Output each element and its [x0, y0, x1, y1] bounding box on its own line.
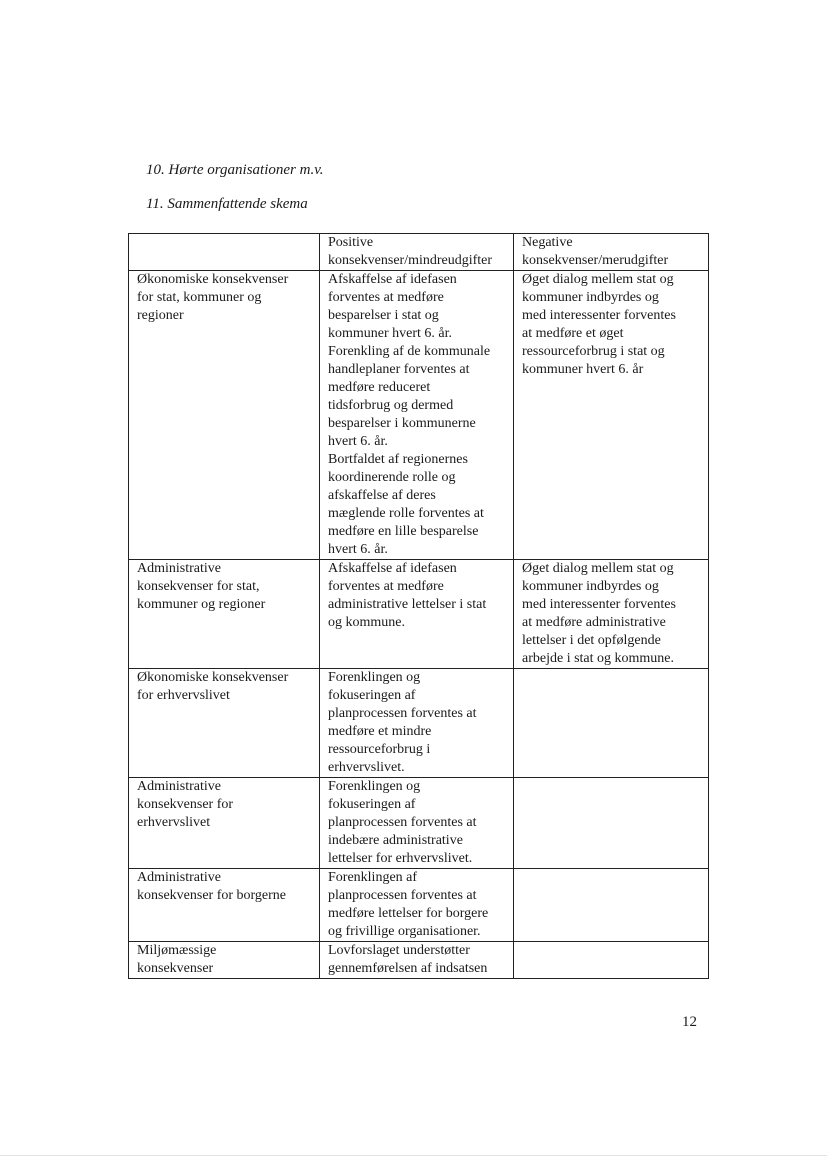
header-cell-negative: Negative konsekvenser/merudgifter — [514, 234, 709, 271]
negative-cell — [514, 942, 709, 979]
table-row — [129, 560, 709, 669]
page-number: 12 — [682, 1014, 697, 1030]
row-label-cell: Økonomiske konsekvenser for erhvervslivet — [129, 669, 320, 778]
negative-cell — [514, 669, 709, 778]
positive-cell: Forenklingen og fokuseringen af planprocessen forventes at medføre et mindre ressourceforbrug i erhvervslivet. — [320, 669, 514, 778]
table-header-row — [129, 234, 709, 271]
positive-cell: Afskaffelse af idefasen forventes at medføre administrative lettelser i stat og kommune. — [320, 560, 514, 669]
row-label-cell: Administrative konsekvenser for borgerne — [129, 869, 320, 942]
header-cell-positive: Positive konsekvenser/mindreudgifter — [320, 234, 514, 271]
row-label-cell: Økonomiske konsekvenser for stat, kommuner og regioner — [129, 271, 320, 560]
positive-cell: Forenklingen af planprocessen forventes at medføre lettelser for borgere og frivillige organisationer. — [320, 869, 514, 942]
negative-cell — [514, 869, 709, 942]
table-row — [129, 669, 709, 778]
row-label-cell: Miljømæssige konsekvenser — [129, 942, 320, 979]
summary-table — [128, 233, 709, 979]
table-row — [129, 778, 709, 869]
row-label-cell: Administrative konsekvenser for erhvervslivet — [129, 778, 320, 869]
table-row — [129, 271, 709, 560]
negative-cell — [514, 778, 709, 869]
section-heading-heard-organisations: 10. Hørte organisationer m.v. — [146, 162, 324, 178]
positive-cell: Afskaffelse af idefasen forventes at medføre besparelser i stat og kommuner hvert 6. år. Forenkling af de kommunale handleplaner forventes at medføre reduceret tidsforbrug og dermed besparelser i kommunerne hvert 6. år. Bortfaldet af regionernes koordinerende rolle og afskaffelse af deres mæglende rolle forventes at medføre en lille besparelse hvert 6. år. — [320, 271, 514, 560]
negative-cell: Øget dialog mellem stat og kommuner indbyrdes og med interessenter forventes at medføre administrative lettelser i det opfølgende arbejde i stat og kommune. — [514, 560, 709, 669]
positive-cell: Lovforslaget understøtter gennemførelsen af indsatsen — [320, 942, 514, 979]
table-row — [129, 942, 709, 979]
table-row — [129, 869, 709, 942]
header-cell-empty — [129, 234, 320, 271]
positive-cell: Forenklingen og fokuseringen af planprocessen forventes at indebære administrative lettelser for erhvervslivet. — [320, 778, 514, 869]
page-edge-divider — [0, 1155, 827, 1156]
section-heading-summary-table: 11. Sammenfattende skema — [146, 196, 308, 212]
row-label-cell: Administrative konsekvenser for stat, kommuner og regioner — [129, 560, 320, 669]
negative-cell: Øget dialog mellem stat og kommuner indbyrdes og med interessenter forventes at medføre et øget ressourceforbrug i stat og kommuner hvert 6. år — [514, 271, 709, 560]
